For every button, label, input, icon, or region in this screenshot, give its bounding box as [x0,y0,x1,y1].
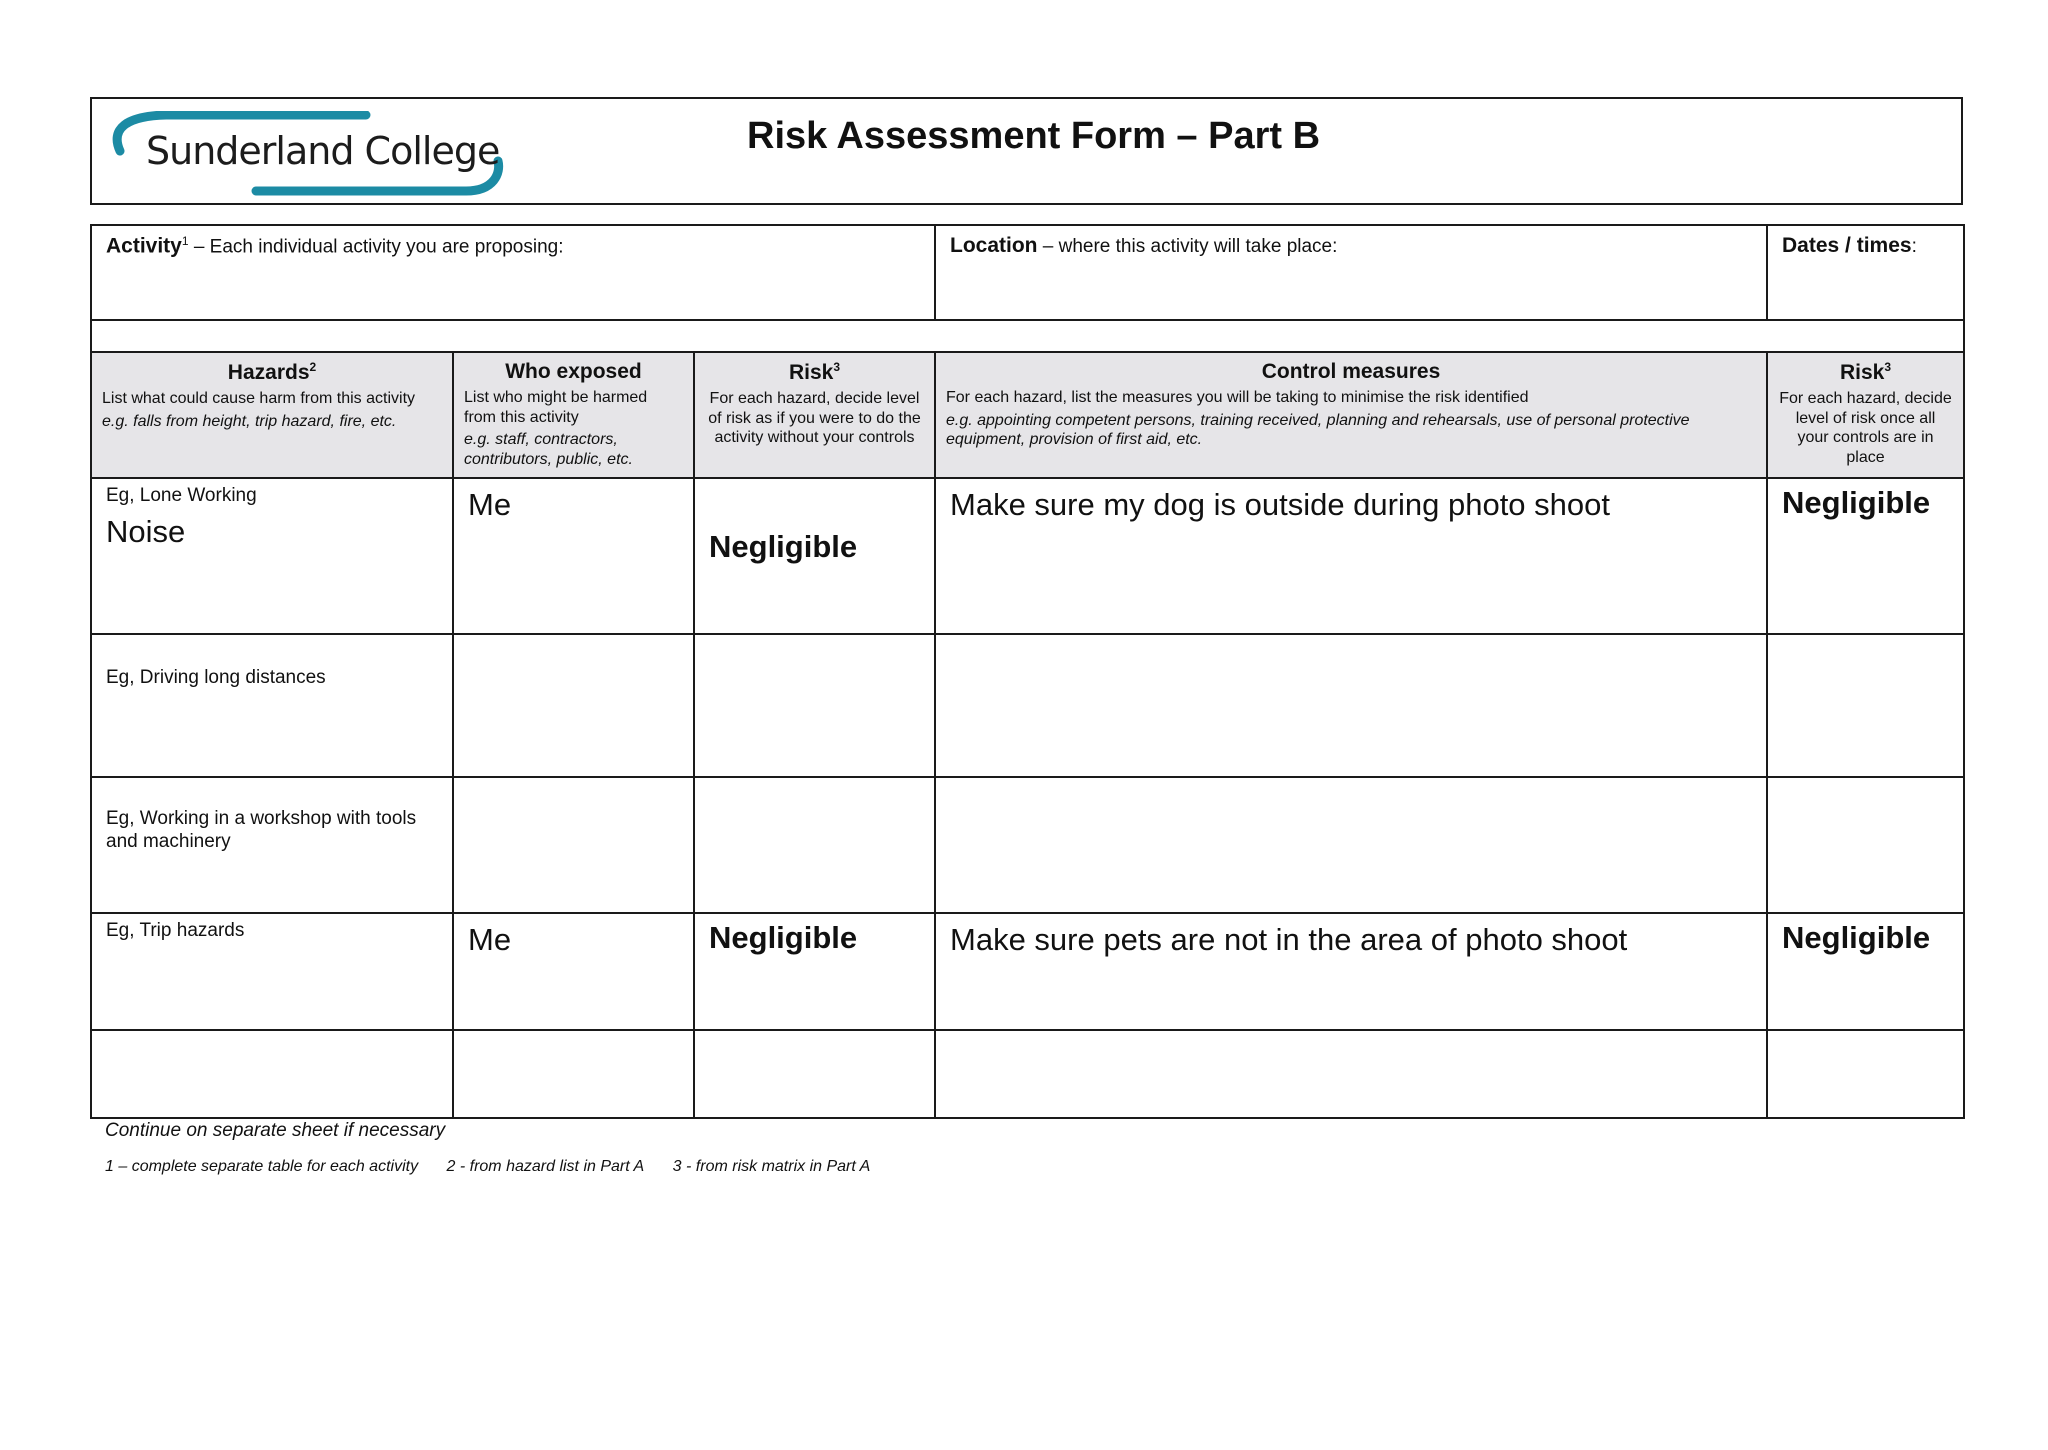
risk-after-cell[interactable] [1767,478,1964,634]
who-exposed-description: List who might be harmed from this activity [464,389,648,426]
hazard-example: Eg, Working in a workshop with tools and machinery [106,808,417,852]
activity-footnote-ref: 1 [181,234,189,248]
risk-before-cell[interactable] [694,1030,935,1118]
control-measures-cell[interactable] [935,1030,1767,1118]
who-exposed-column-header [453,352,694,478]
risk-after-cell[interactable] [1767,777,1964,913]
dates-times-field[interactable] [1767,225,1964,320]
hazard-cell[interactable] [91,777,453,913]
who-exposed-value: Me [468,922,512,957]
who-exposed-cell[interactable] [453,777,694,913]
control-measures-cell[interactable] [935,777,1767,913]
who-exposed-value: Me [468,487,512,522]
risk-before-title: Risk [788,361,834,384]
hazard-cell[interactable] [91,634,453,777]
hazards-description: List what could cause harm from this activity [102,390,416,407]
page-title: Risk Assessment Form – Part B [747,115,1321,157]
location-label: Location [950,234,1038,257]
continue-note: Continue on separate sheet if necessary [105,1120,446,1141]
hazards-example: e.g. falls from height, trip hazard, fire, etc. [102,412,397,430]
dates-times-label: Dates / times [1782,234,1912,257]
table-row [91,777,1964,913]
risk-after-cell[interactable] [1767,634,1964,777]
hazard-cell[interactable] [91,1030,453,1118]
risk-before-cell[interactable] [694,634,935,777]
control-measures-cell[interactable] [935,478,1767,634]
spacer-row [91,320,1964,352]
control-measures-column-header [935,352,1767,478]
footnotes [105,1158,894,1176]
table-row [91,1030,1964,1118]
hazards-footnote-ref: 2 [309,360,317,374]
hazard-cell[interactable] [91,478,453,634]
form-header [90,97,1963,205]
risk-after-column-header [1767,352,1964,478]
dates-times-description: : [1911,236,1917,257]
sunderland-college-logo [106,111,506,197]
hazards-column-header [91,352,453,478]
risk-after-cell[interactable] [1767,913,1964,1030]
table-row [91,478,1964,634]
risk-before-column-header [694,352,935,478]
who-exposed-cell[interactable] [453,1030,694,1118]
risk-before-value: Negligible [709,920,858,955]
risk-before-value: Negligible [709,529,858,564]
hazard-example: Eg, Trip hazards [106,920,245,941]
spacer-cell [91,320,1964,352]
risk-after-value: Negligible [1782,485,1931,520]
hazard-example: Eg, Lone Working [106,485,257,506]
risk-before-cell[interactable] [694,777,935,913]
risk-after-cell[interactable] [1767,1030,1964,1118]
logo-text: Sunderland College [146,129,500,173]
control-measures-cell[interactable] [935,634,1767,777]
risk-before-cell[interactable] [694,913,935,1030]
location-description: – where this activity will take place: [1037,236,1338,257]
control-measures-value: Make sure pets are not in the area of photo shoot [950,922,1628,957]
risk-assessment-table [90,224,1965,1119]
activity-field[interactable] [91,225,935,320]
hazard-example: Eg, Driving long distances [106,667,326,688]
control-measures-example: e.g. appointing competent persons, training received, planning and rehearsals, use of personal protective equipment, provision of first aid, etc. [946,411,1690,449]
table-row [91,913,1964,1030]
footnote-3: 3 - from risk matrix in Part A [672,1158,871,1175]
risk-before-description: For each hazard, decide level of risk as if you were to do the activity without your controls [708,390,921,447]
risk-before-footnote-ref: 3 [833,360,841,374]
risk-after-footnote-ref: 3 [1884,360,1892,374]
hazard-cell[interactable] [91,913,453,1030]
risk-before-cell[interactable] [694,478,935,634]
table-row [91,634,1964,777]
hazard-value: Noise [106,513,186,549]
activity-description: – Each individual activity you are proposing: [188,236,564,258]
who-exposed-cell[interactable] [453,634,694,777]
footnote-1: 1 – complete separate table for each activity [105,1158,419,1175]
risk-after-description: For each hazard, decide level of risk once all your controls are in place [1779,390,1952,466]
activity-label: Activity [106,234,182,258]
location-field[interactable] [935,225,1767,320]
control-measures-description: For each hazard, list the measures you will be taking to minimise the risk identified [946,389,1529,406]
who-exposed-title: Who exposed [505,360,642,383]
control-measures-cell[interactable] [935,913,1767,1030]
who-exposed-cell[interactable] [453,478,694,634]
control-measures-value: Make sure my dog is outside during photo shoot [950,487,1610,522]
risk-after-title: Risk [1839,361,1885,384]
control-measures-title: Control measures [1261,360,1441,383]
column-header-row [91,352,1964,478]
footnote-2: 2 - from hazard list in Part A [446,1158,645,1175]
hazards-title: Hazards [227,361,310,384]
who-exposed-cell[interactable] [453,913,694,1030]
info-row [91,225,1964,320]
who-exposed-example: e.g. staff, contractors, contributors, public, etc. [464,431,633,468]
risk-after-value: Negligible [1782,920,1931,955]
